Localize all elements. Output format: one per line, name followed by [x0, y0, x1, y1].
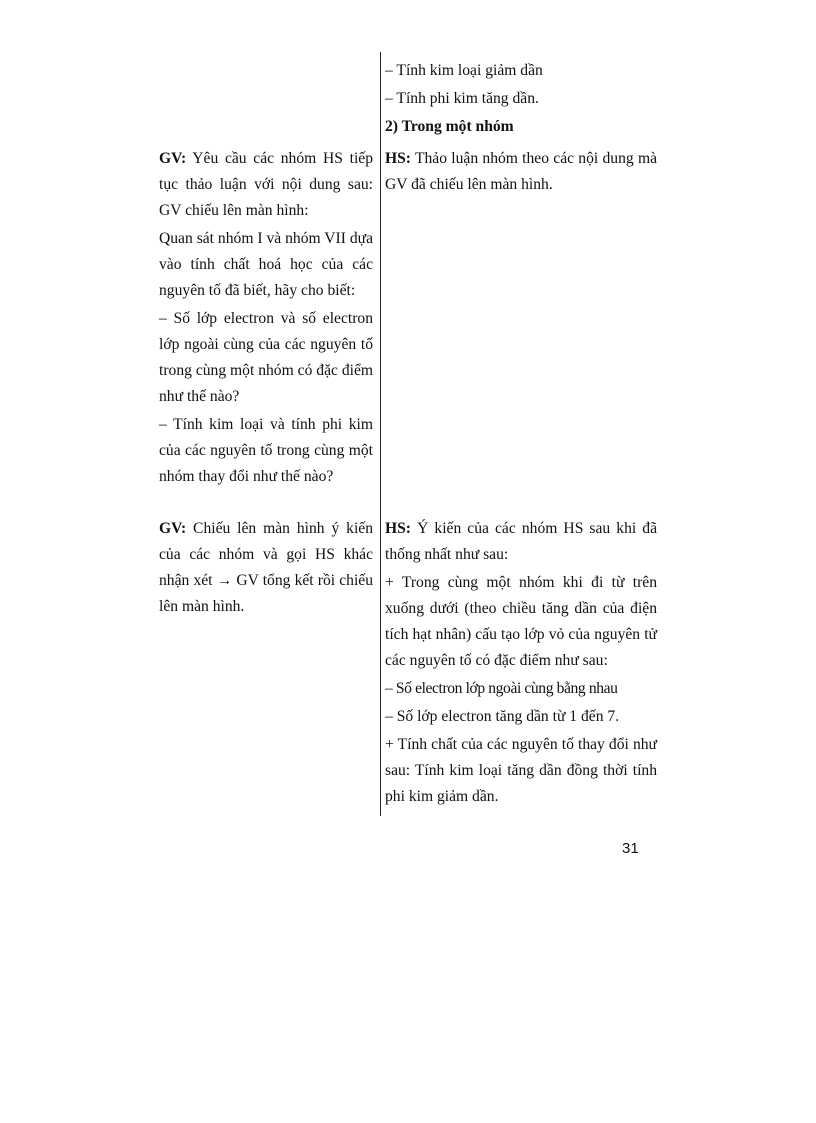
gv-label-2: GV: — [159, 520, 187, 537]
gv-summary-text: Chiếu lên màn hình ý kiến của các nhóm và gọi HS khác nhận xét → GV tổng kết rồi chiếu lên màn hình. — [159, 520, 373, 615]
page-number: 31 — [622, 840, 639, 857]
column-divider — [380, 52, 381, 816]
top-right-column — [385, 58, 657, 142]
block1-left — [159, 146, 373, 492]
line-metal-decrease: – Tính kim loại giảm dần — [385, 62, 543, 79]
block2-left — [159, 516, 373, 622]
gv-label: GV: — [159, 150, 187, 167]
property-trend: + Tính chất của các nguyên tố thay đổi như sau: Tính kim loại tăng dần đồng thời tính phi kim giảm dần. — [385, 736, 657, 805]
hs-label-2: HS: — [385, 520, 411, 537]
hs-discussion-text: Thảo luận nhóm theo các nội dung mà GV đã chiếu lên màn hình. — [385, 150, 657, 193]
hs-discussion — [385, 146, 657, 198]
block1-right — [385, 146, 657, 200]
block2-right — [385, 516, 657, 812]
hs-opinion — [385, 516, 657, 568]
hs-label: HS: — [385, 150, 411, 167]
question-electrons: – Số lớp electron và số electron lớp ngoài cùng của các nguyên tố trong cùng một nhóm có đặc điểm như thế nào? — [159, 310, 373, 405]
structure-description: + Trong cùng một nhóm khi đi từ trên xuống dưới (theo chiều tăng dần của điện tích hạt nhân) cấu tạo lớp vỏ của nguyên tử các nguyên tố có đặc điểm như sau: — [385, 574, 657, 669]
gv-summary — [159, 516, 373, 620]
line-nonmetal-increase: – Tính phi kim tăng dần. — [385, 90, 539, 107]
gv-instruction — [159, 146, 373, 224]
outer-electrons-equal: – Số electron lớp ngoài cùng bằng nhau — [385, 680, 618, 697]
electron-layers-increase: – Số lớp electron tăng dần từ 1 đến 7. — [385, 708, 620, 725]
section-heading: 2) Trong một nhóm — [385, 118, 514, 135]
observe-question: Quan sát nhóm I và nhóm VII dựa vào tính chất hoá học của các nguyên tố đã biết, hãy cho biết: — [159, 230, 373, 299]
question-properties: – Tính kim loại và tính phi kim của các nguyên tố trong cùng một nhóm thay đổi như thế nào? — [159, 416, 373, 485]
hs-opinion-text: Ý kiến của các nhóm HS sau khi đã thống nhất như sau: — [385, 520, 657, 563]
gv-instruction-text: Yêu cầu các nhóm HS tiếp tục thảo luận với nội dung sau: GV chiếu lên màn hình: — [159, 150, 373, 219]
